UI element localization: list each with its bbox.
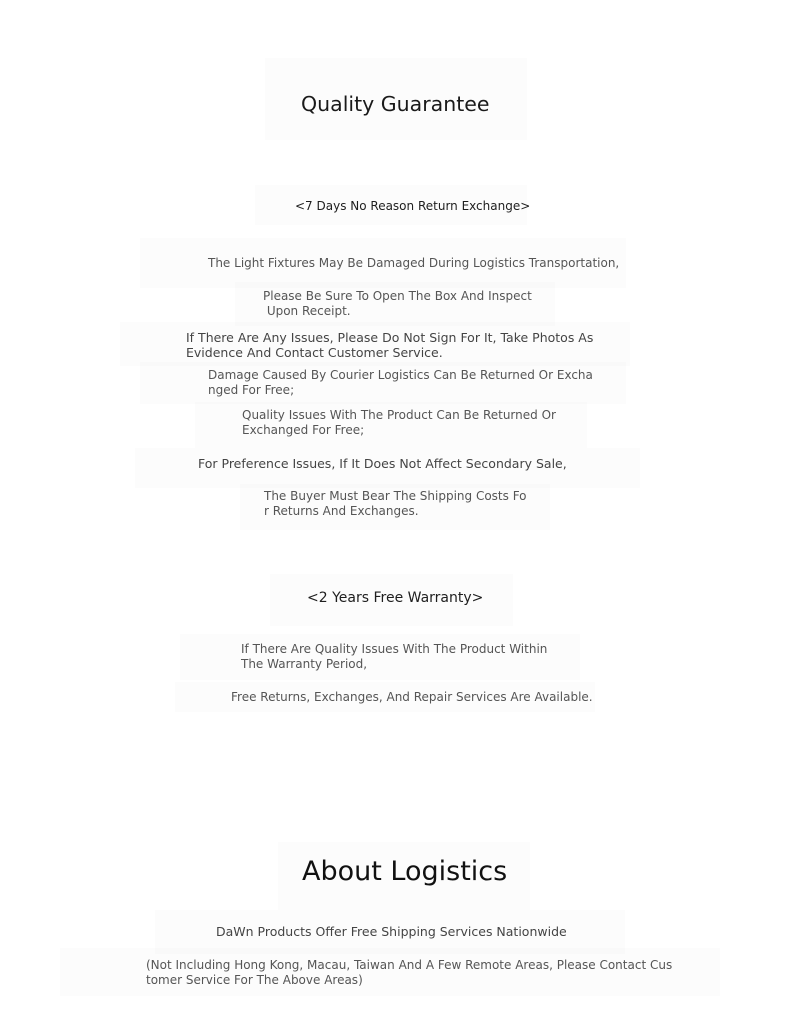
policy-line-courier-damage: Damage Caused By Courier Logistics Can Be Returned Or Excha nged For Free; bbox=[208, 368, 593, 397]
return-exchange-heading-block bbox=[255, 185, 531, 225]
policy-line-do-not-sign: If There Are Any Issues, Please Do Not Sign For It, Take Photos As Evidence And Contact Customer Service. bbox=[186, 330, 594, 360]
about-logistics-section-title bbox=[278, 842, 530, 910]
logistics-line-free-shipping: DaWn Products Offer Free Shipping Services Nationwide bbox=[216, 924, 567, 939]
quality-guarantee-title: Quality Guarantee bbox=[301, 92, 490, 116]
policy-line-preference-issues: For Preference Issues, If It Does Not Affect Secondary Sale, bbox=[198, 456, 567, 471]
policy-paragraph bbox=[140, 362, 626, 404]
return-exchange-heading: <7 Days No Reason Return Exchange> bbox=[295, 199, 531, 213]
logistics-paragraph bbox=[60, 948, 720, 996]
policy-line-inspect-on-receipt: Please Be Sure To Open The Box And Inspect Upon Receipt. bbox=[263, 289, 532, 318]
logistics-line-excluded-areas: (Not Including Hong Kong, Macau, Taiwan And A Few Remote Areas, Please Contact Cus tomer Service For The Above Areas) bbox=[146, 958, 673, 987]
policy-paragraph bbox=[195, 402, 587, 448]
policy-paragraph bbox=[240, 484, 550, 530]
about-logistics-title: About Logistics bbox=[302, 856, 508, 887]
quality-guarantee-section-title bbox=[265, 58, 527, 140]
policy-paragraph bbox=[135, 448, 640, 488]
warranty-line-free-services: Free Returns, Exchanges, And Repair Services Are Available. bbox=[231, 690, 593, 704]
warranty-heading-block bbox=[270, 574, 513, 626]
policy-line-buyer-shipping: The Buyer Must Bear The Shipping Costs Fo r Returns And Exchanges. bbox=[264, 489, 527, 518]
policy-paragraph bbox=[235, 282, 555, 326]
policy-paragraph bbox=[140, 238, 626, 288]
warranty-paragraph bbox=[180, 634, 580, 680]
policy-line-transport-damage: The Light Fixtures May Be Damaged During Logistics Transportation, bbox=[208, 256, 620, 270]
warranty-heading: <2 Years Free Warranty> bbox=[307, 590, 484, 606]
warranty-line-quality-within-period: If There Are Quality Issues With The Product Within The Warranty Period, bbox=[241, 642, 548, 671]
policy-line-quality-issues: Quality Issues With The Product Can Be Returned Or Exchanged For Free; bbox=[242, 408, 556, 437]
policy-paragraph bbox=[120, 322, 630, 366]
warranty-paragraph bbox=[175, 682, 595, 712]
